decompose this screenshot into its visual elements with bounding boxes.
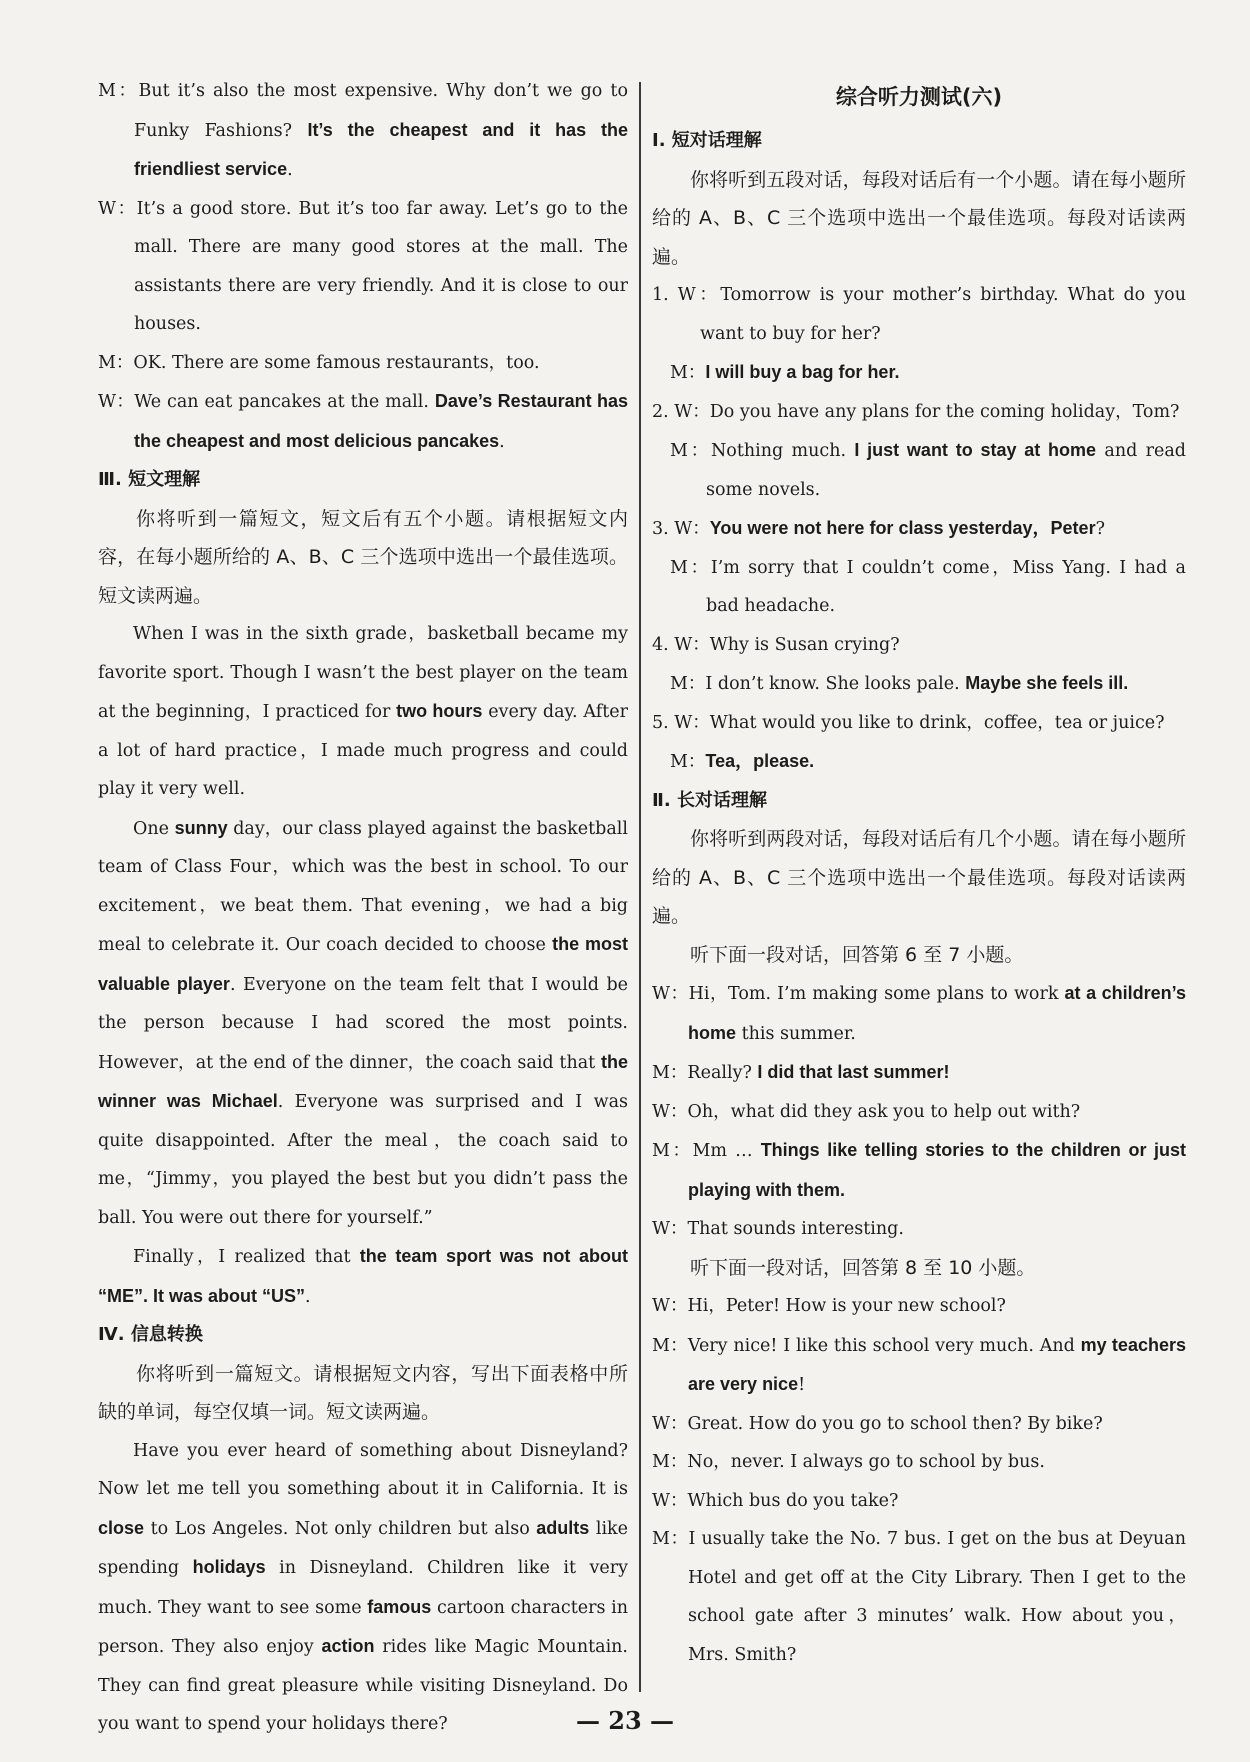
answer-highlight: the winner was Michael	[98, 1051, 628, 1111]
dialogue-line: W：Hi，Tom. I’m making some plans to work at a children’s home this summer.	[652, 983, 1186, 1044]
answer-highlight: close	[98, 1517, 145, 1538]
left-column	[98, 72, 628, 1744]
passage-paragraph: When I was in the sixth grade，basketball became my favorite sport. Though I wasn’t the best player on the team at the beginning，I practiced for two hours every day. After a lot of hard practice，I made much progress and could play it very well.	[98, 624, 628, 799]
section-heading-2: Ⅱ. 长对话理解	[652, 789, 767, 811]
answer-line: M：I don’t know. She looks pale. Maybe she feels ill.	[670, 673, 1129, 694]
section-heading-3: Ⅲ. 短文理解	[98, 469, 201, 490]
answer-line: M：Tea，please.	[670, 751, 815, 772]
answer-line: M：I will buy a bag for her.	[670, 362, 900, 383]
answer-highlight: I will buy a bag for her.	[705, 362, 900, 382]
dialogue-line: W：That sounds interesting.	[652, 1219, 904, 1239]
dialogue-line: M：But it’s also the most expensive. Why don’t we go to Funky Fashions? It’s the cheapest and it has the friendliest service.	[98, 81, 628, 180]
section-heading-1: Ⅰ. 短对话理解	[652, 130, 762, 151]
answer-highlight: Dave’s Restaurant has the cheapest and most delicious pancakes	[134, 391, 628, 451]
question-line: 1. W：Tomorrow is your mother’s birthday. What do you want to buy for her?	[652, 285, 1186, 344]
answer-highlight: I did that last summer!	[757, 1062, 950, 1082]
dialogue-intro: 听下面一段对话，回答第 6 至 7 小题。	[690, 943, 1024, 966]
dialogue-line: W：We can eat pancakes at the mall. Dave’s Restaurant has the cheapest and most delicious pancakes.	[98, 391, 628, 452]
question-line: 4. W：Why is Susan crying?	[652, 634, 900, 655]
answer-line: M：Nothing much. I just want to stay at home and read some novels.	[670, 440, 1187, 500]
question-line: 2. W：Do you have any plans for the coming holiday，Tom?	[652, 401, 1180, 422]
dialogue-line: M：Mm … Things like telling stories to the children or just playing with them.	[652, 1140, 1186, 1200]
dialogue-line: M：Really? I did that last summer!	[652, 1062, 950, 1083]
answer-highlight: at a children’s home	[688, 983, 1186, 1043]
answer-highlight: adults	[536, 1517, 590, 1538]
answer-highlight: Maybe she feels ill.	[965, 673, 1129, 693]
section-instruction: 你将听到五段对话，每段对话后有一个小题。请在每小题所给的 A、B、C 三个选项中选出一个最佳选项。每段对话读两遍。	[652, 168, 1186, 268]
dialogue-line: W：Hi，Peter! How is your new school?	[652, 1296, 1006, 1316]
dialogue-line: W：Which bus do you take?	[652, 1490, 899, 1511]
answer-highlight: You were not here for class yesterday，Peter	[709, 518, 1096, 538]
question-line: 5. W：What would you like to drink，coffee，tea or juice?	[652, 712, 1165, 733]
answer-highlight: Tea，please.	[705, 751, 815, 771]
answer-highlight: I just want to stay at home	[854, 440, 1097, 460]
answer-highlight: my teachers are very nice	[688, 1334, 1186, 1394]
answer-highlight: action	[321, 1636, 375, 1656]
section-heading-4: Ⅳ. 信息转换	[98, 1324, 203, 1345]
dialogue-line: M：No，never. I always go to school by bus.	[652, 1452, 1045, 1472]
page-number: — 23 —	[575, 1706, 675, 1735]
dialogue-line: M：OK. There are some famous restaurants，too.	[98, 352, 540, 373]
dialogue-line: W：Oh，what did they ask you to help out with?	[652, 1101, 1081, 1122]
answer-highlight: Things like telling stories to the children or just playing with them.	[688, 1140, 1186, 1200]
section-instruction: 你将听到一篇短文，短文后有五个小题。请根据短文内容，在每小题所给的 A、B、C 三个选项中选出一个最佳选项。短文读两遍。	[98, 507, 628, 607]
answer-line: M：I’m sorry that I couldn’t come，Miss Yang. I had a bad headache.	[670, 557, 1186, 616]
dialogue-line: W：It’s a good store. But it’s too far away. Let’s go to the mall. There are many good stores at the mall. The assistants there are very friendly. And it is close to our houses.	[98, 198, 628, 334]
dialogue-line: W：Great. How do you go to school then? By bike?	[652, 1413, 1103, 1434]
answer-highlight: two hours	[396, 701, 483, 721]
question-line: 3. W：You were not here for class yesterday，Peter?	[652, 518, 1105, 539]
answer-highlight: the most valuable player	[98, 934, 628, 994]
right-column	[652, 72, 1186, 1674]
dialogue-line: M：Very nice! I like this school very much. And my teachers are very nice!	[652, 1334, 1186, 1395]
answer-highlight: famous	[367, 1596, 432, 1617]
section-instruction: 你将听到两段对话，每段对话后有几个小题。请在每小题所给的 A、B、C 三个选项中选出一个最佳选项。每段对话读两遍。	[652, 828, 1186, 927]
dialogue-line: M：I usually take the No. 7 bus. I get on the bus at Deyuan Hotel and get off at the City Library. Then I get to the school gate after 3 minutes’ walk. How about you，Mrs. Smith?	[652, 1529, 1186, 1665]
dialogue-intro: 听下面一段对话，回答第 8 至 10 小题。	[690, 1256, 1036, 1279]
passage-paragraph: Finally，I realized that the team sport was not about “ME”. It was about “US”.	[98, 1246, 628, 1307]
passage-paragraph: Have you ever heard of something about Disneyland? Now let me tell you something about it in California. It is close to Los Angeles. Not only children but also adults like spending holidays in Disneyland. Children like it very much. They want to see some famous cartoon characters in person. They also enjoy action rides like Magic Mountain. They can find great pleasure while visiting Disneyland. Do you want to spend your holidays there?	[98, 1440, 629, 1734]
passage-paragraph: One sunny day，our class played against the basketball team of Class Four，which was the best in school. To our excitement，we beat them. That evening，we had a big meal to celebrate it. Our coach decided to choose the most valuable player. Everyone on the team felt that I would be the person because I had scored the most points. However，at the end of the dinner，the coach said that the winner was Michael. Everyone was surprised and I was quite disappointed. After the meal，the coach said to me，“Jimmy，you played the best but you didn’t pass the ball. You were out there for yourself.”	[98, 817, 629, 1228]
column-divider	[639, 82, 641, 1692]
answer-highlight: sunny	[174, 817, 228, 838]
answer-highlight: the team sport was not about “ME”. It was about “US”	[98, 1246, 628, 1306]
section-instruction: 你将听到一篇短文。请根据短文内容，写出下面表格中所缺的单词，每空仅填一词。短文读两遍。	[98, 1362, 628, 1423]
answer-highlight: holidays	[192, 1557, 266, 1577]
answer-highlight: It’s the cheapest and it has the friendliest service	[134, 119, 628, 179]
test-title: 综合听力测试(六)	[835, 85, 1003, 109]
